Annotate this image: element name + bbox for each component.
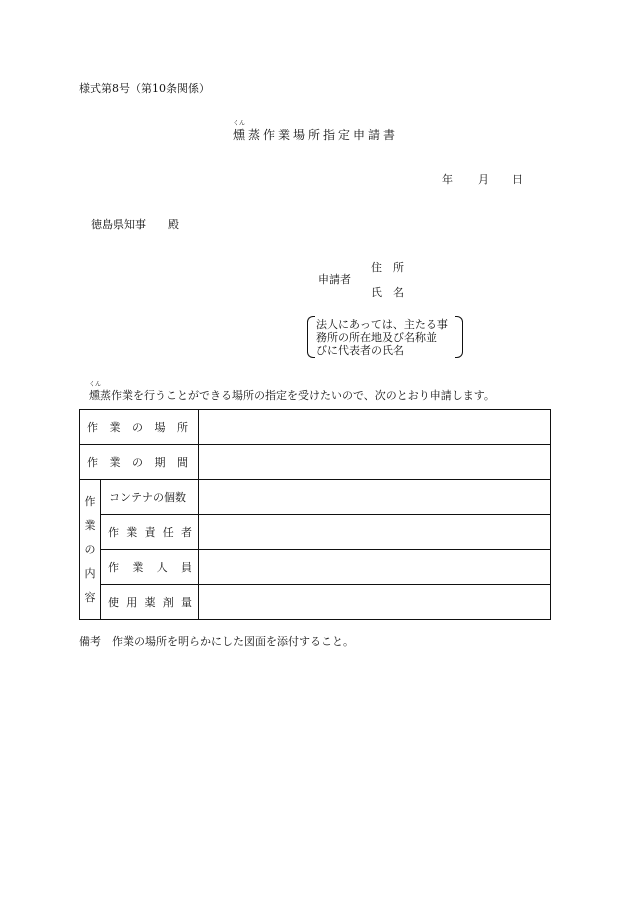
date-year: 年 — [442, 173, 453, 186]
label-work-staff: 作 業 人 員 — [101, 550, 199, 585]
application-table — [79, 409, 551, 620]
note-line: びに代表者の氏名 — [316, 344, 404, 357]
work-period-field[interactable] — [199, 445, 551, 480]
intro-text: 燻蒸作業を行うことができる場所の指定を受けたいので、次のとおり申請します。 — [89, 389, 495, 402]
table-row — [80, 550, 551, 585]
label-work-manager: 作 業 責 任 者 — [101, 515, 199, 550]
applicant-label: 申請者 — [318, 273, 351, 286]
name-label: 氏 名 — [371, 286, 404, 299]
label-work-period: 作 業 の 期 間 — [80, 445, 199, 480]
work-place-field[interactable] — [199, 410, 551, 445]
remarks: 備考 作業の場所を明らかにした図面を添付すること。 — [79, 635, 354, 648]
note-line: 法人にあっては、主たる事 — [316, 318, 448, 331]
work-manager-field[interactable] — [199, 515, 551, 550]
container-count-field[interactable] — [199, 480, 551, 515]
corporate-note — [307, 316, 463, 358]
label-work-place: 作 業 の 場 所 — [80, 410, 199, 445]
address-label: 住 所 — [371, 261, 404, 274]
label-container-count: コンテナの個数 — [101, 480, 199, 515]
intro-ruby: くん — [89, 381, 102, 388]
table-row — [80, 480, 551, 515]
left-bracket — [307, 316, 315, 358]
title-ruby: くん — [233, 120, 246, 127]
page-title: 燻蒸作業場所指定申請書 — [233, 128, 399, 142]
addressee: 徳島県知事 殿 — [91, 218, 179, 231]
chemical-amount-field[interactable] — [199, 585, 551, 620]
label-chemical-amount: 使 用 薬 剤 量 — [101, 585, 199, 620]
table-row — [80, 515, 551, 550]
table-row — [80, 585, 551, 620]
right-bracket — [455, 316, 463, 358]
note-line: 務所の所在地及び名称並 — [316, 331, 437, 344]
label-work-content: 作 業 の 内 容 — [80, 480, 101, 620]
date-day: 日 — [512, 173, 523, 186]
form-number: 様式第8号（第10条関係） — [79, 82, 210, 95]
table-row — [80, 445, 551, 480]
work-staff-field[interactable] — [199, 550, 551, 585]
table-row — [80, 410, 551, 445]
date-month: 月 — [478, 173, 489, 186]
